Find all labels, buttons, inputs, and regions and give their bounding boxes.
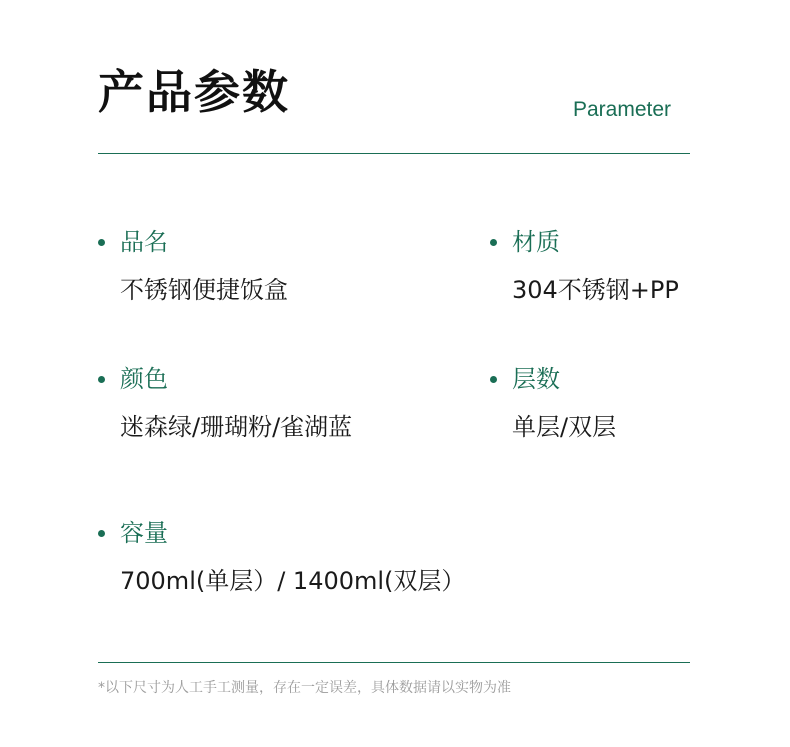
param-label: 品名 (120, 228, 168, 256)
param-label: 层数 (512, 365, 560, 393)
page-subtitle: Parameter (573, 98, 672, 121)
param-label: 材质 (512, 228, 560, 256)
param-label: 颜色 (120, 365, 168, 393)
param-item-layers (490, 363, 616, 443)
param-value: 700ml(单层）/ 1400ml(双层） (120, 567, 466, 595)
footnote: *以下尺寸为人工手工测量，存在一定误差，具体数据请以实物为准 (98, 680, 511, 696)
bottom-divider (98, 662, 690, 663)
param-item-material (490, 226, 679, 306)
page-title: 产品参数 (98, 65, 290, 119)
bullet-dot-icon (98, 376, 105, 383)
bullet-dot-icon (490, 376, 497, 383)
bullet-dot-icon (98, 239, 105, 246)
bullet-dot-icon (490, 239, 497, 246)
param-label: 容量 (120, 519, 168, 547)
bullet-dot-icon (98, 530, 105, 537)
top-divider (98, 153, 690, 154)
param-value: 单层/双层 (512, 413, 617, 441)
param-item-capacity (98, 517, 465, 597)
param-value: 不锈钢便捷饭盒 (120, 276, 288, 304)
param-item-name (98, 226, 288, 306)
param-value: 迷森绿/珊瑚粉/雀湖蓝 (120, 413, 353, 441)
param-value: 304不锈钢+PP (512, 276, 679, 304)
param-item-color (98, 363, 352, 443)
